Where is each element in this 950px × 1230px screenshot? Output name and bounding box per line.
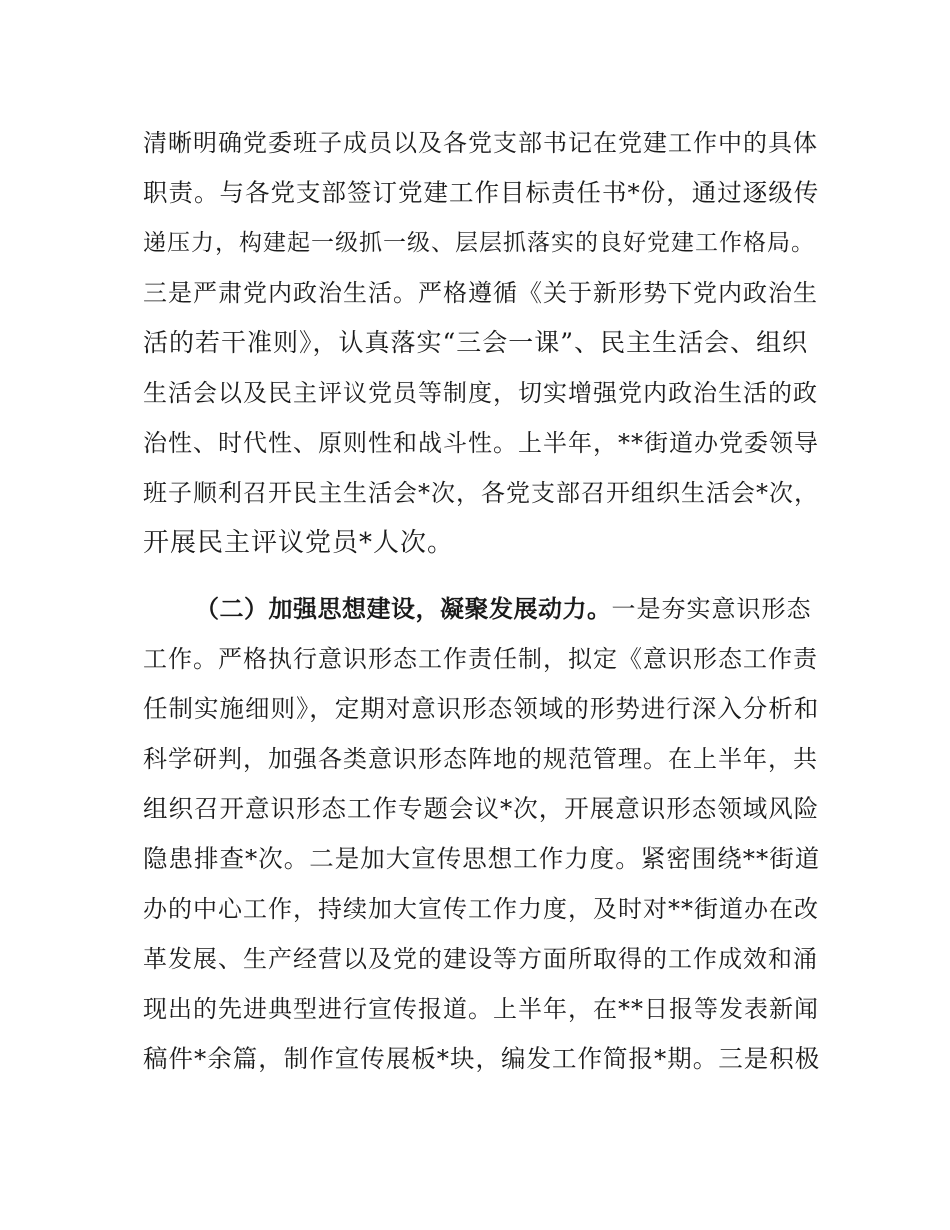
section-first-line: [195, 592, 812, 626]
paragraph-line: 活的若干准则》，认真落实“三会一课”、民主生活会、组织: [143, 328, 809, 357]
section-heading: （二）加强思想建设，凝聚发展动力。: [195, 595, 612, 623]
paragraph-line: 办的中心工作，持续加大宣传工作力度，及时对**街道办在改: [143, 895, 819, 923]
paragraph-line: 科学研判，加强各类意识形态阵地的规范管理。在上半年，共: [143, 745, 818, 773]
paragraph-line: 隐患排查*次。二是加大宣传思想工作力度。紧密围绕**街道: [143, 844, 821, 873]
paragraph-line: 清晰明确党委班子成员以及各党支部书记在党建工作中的具体: [143, 129, 818, 157]
paragraph-line: 现出的先进典型进行宣传报道。上半年，在**日报等发表新闻: [143, 995, 819, 1023]
paragraph-line: 递压力，构建起一级抓一级、层层抓落实的良好党建工作格局。: [143, 230, 815, 256]
paragraph-line: 组织召开意识形态工作专题会议*次，开展意识形态领域风险: [143, 794, 820, 823]
paragraph-line: 生活会以及民主评议党员等制度，切实增强党内政治生活的政: [143, 379, 818, 407]
paragraph-line: 任制实施细则》，定期对意识形态领域的形势进行深入分析和: [143, 694, 820, 723]
section-heading-rest: 一是夯实意识形态: [611, 595, 812, 623]
paragraph-line: 治性、时代性、原则性和战斗性。上半年，**街道办党委领导: [143, 429, 819, 457]
paragraph-line: 革发展、生产经营以及党的建设等方面所取得的工作成效和涌: [143, 945, 818, 973]
paragraph-line: 三是严肃党内政治生活。严格遵循《关于新形势下党内政治生: [143, 279, 818, 307]
paragraph-line: 稿件*余篇，制作宣传展板*块，编发工作简报*期。三是积极: [143, 1044, 821, 1073]
paragraph-line: 职责。与各党支部签订党建工作目标责任书*份，通过逐级传: [143, 178, 820, 207]
paragraph-line: 开展民主评议党员*人次。: [143, 528, 455, 558]
paragraph-line: 工作。严格执行意识形态工作责任制，拟定《意识形态工作责: [143, 645, 818, 673]
paragraph-line: 班子顺利召开民主生活会*次，各党支部召开组织生活会*次，: [143, 479, 819, 507]
